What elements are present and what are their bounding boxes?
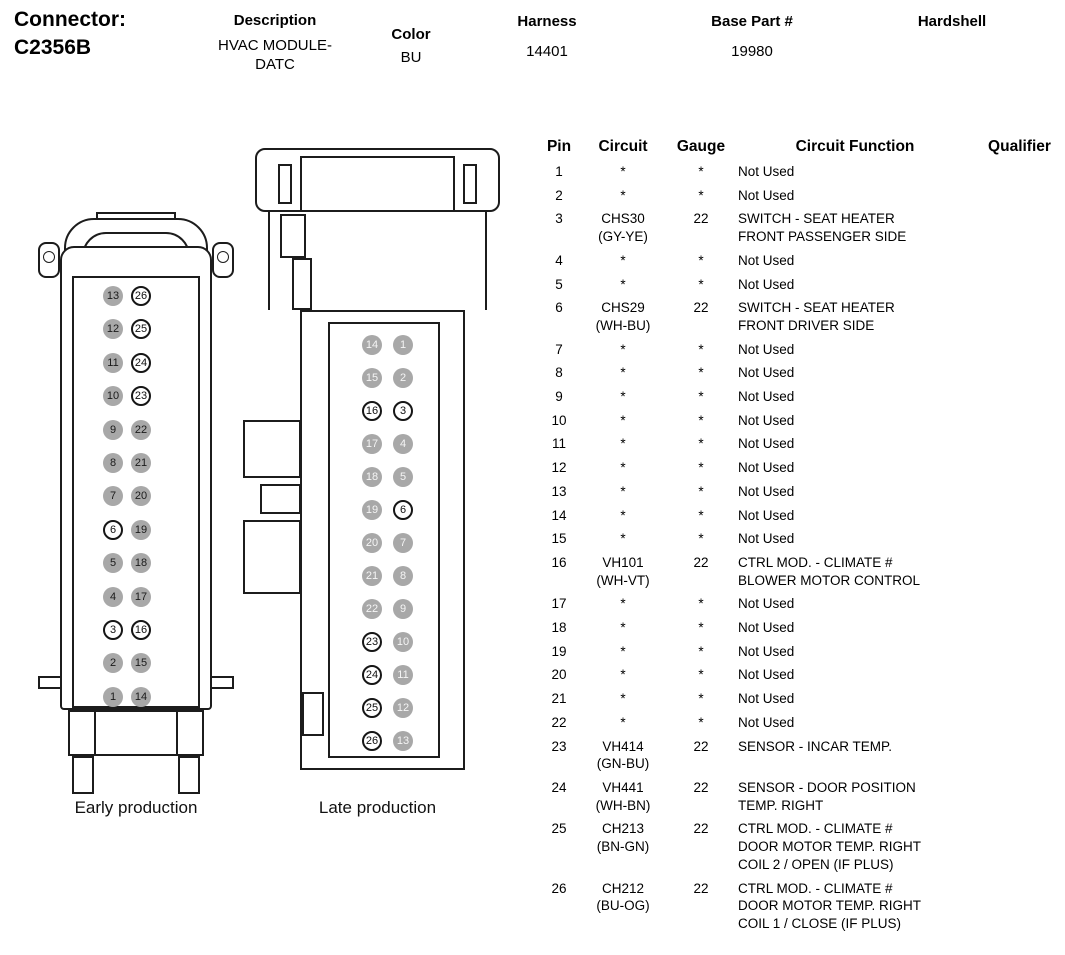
pin-9: 9	[103, 420, 123, 440]
cell-function: SENSOR - INCAR TEMP.	[738, 738, 893, 754]
table-row-pin-25	[538, 817, 1065, 876]
table-row-pin-8	[538, 361, 1065, 385]
header-gauge: Gauge	[676, 138, 726, 155]
cell-gauge: *	[698, 412, 704, 428]
cell-pin: 10	[551, 412, 567, 428]
pin-25: 25	[131, 319, 151, 339]
late-production-caption: Late production	[318, 798, 437, 817]
table-row-pin-4	[538, 249, 1065, 273]
table-row-pin-26	[538, 877, 1065, 936]
pin-24: 24	[362, 665, 382, 685]
table-row-pin-23	[538, 735, 1065, 776]
pin-3: 3	[393, 401, 413, 421]
cell-gauge: *	[698, 365, 704, 381]
pin-15: 15	[131, 653, 151, 673]
cell-gauge: *	[698, 389, 704, 405]
pin-26: 26	[362, 731, 382, 751]
pin-25: 25	[362, 698, 382, 718]
table-row-pin-6	[538, 296, 1065, 337]
pin-5: 5	[393, 467, 413, 487]
cell-gauge: *	[698, 187, 704, 203]
wiring-table-header	[538, 138, 1065, 156]
pin-11: 11	[393, 665, 413, 685]
cell-function: Not Used	[738, 596, 795, 612]
cell-circuit: CHS29 (WH-BU)	[595, 300, 651, 333]
table-row-pin-17	[538, 592, 1065, 616]
field-value-color: BU	[400, 49, 422, 66]
header-pin: Pin	[546, 138, 572, 155]
pin-11: 11	[103, 353, 123, 373]
cell-qualifier	[974, 817, 1065, 876]
table-row-pin-10	[538, 409, 1065, 433]
cell-function: Not Used	[738, 365, 795, 381]
pin-1: 1	[103, 687, 123, 707]
pin-8: 8	[393, 566, 413, 586]
cell-circuit: *	[620, 460, 626, 476]
table-row-pin-3	[538, 207, 1065, 248]
cell-pin: 9	[555, 389, 563, 405]
cell-circuit: VH414 (GN-BU)	[596, 738, 650, 772]
cell-qualifier	[974, 663, 1065, 687]
table-row-pin-24	[538, 776, 1065, 817]
cell-circuit: CH212 (BU-OG)	[596, 880, 650, 914]
pin-16: 16	[362, 401, 382, 421]
connector-label: Connector:	[14, 8, 126, 31]
header-qualifier: Qualifier	[988, 138, 1051, 155]
pin-13: 13	[103, 286, 123, 306]
cell-function: CTRL MOD. - CLIMATE # DOOR MOTOR TEMP. RIGHT COIL 2 / OPEN (IF PLUS)	[738, 821, 922, 872]
cell-function: Not Used	[738, 164, 795, 179]
cell-circuit: *	[620, 531, 626, 547]
cell-pin: 6	[555, 300, 563, 316]
cell-pin: 5	[555, 276, 563, 292]
pin-2: 2	[393, 368, 413, 388]
late-connector-diagram	[240, 148, 515, 776]
pin-10: 10	[393, 632, 413, 652]
pin-21: 21	[131, 453, 151, 473]
cell-qualifier	[974, 338, 1065, 362]
cell-function: Not Used	[738, 667, 795, 683]
late-pin-grid	[240, 148, 515, 776]
cell-gauge: 22	[693, 554, 709, 570]
cell-pin: 13	[551, 483, 567, 499]
cell-qualifier	[974, 735, 1065, 776]
cell-gauge: *	[698, 620, 704, 636]
cell-qualifier	[974, 711, 1065, 735]
cell-circuit: CHS30 (GY-YE)	[598, 211, 648, 245]
pin-14: 14	[131, 687, 151, 707]
cell-pin: 12	[551, 460, 567, 476]
cell-qualifier	[974, 456, 1065, 480]
cell-qualifier	[974, 207, 1065, 248]
cell-circuit: CH213 (BN-GN)	[596, 821, 650, 855]
cell-function: Not Used	[738, 389, 795, 405]
cell-qualifier	[974, 504, 1065, 528]
cell-gauge: *	[698, 531, 704, 547]
cell-circuit: *	[620, 276, 626, 292]
cell-function: Not Used	[738, 531, 795, 547]
cell-qualifier	[974, 551, 1065, 592]
cell-gauge: *	[698, 714, 704, 730]
header-circuit: Circuit	[598, 138, 648, 155]
cell-pin: 24	[551, 779, 567, 795]
cell-circuit: *	[620, 365, 626, 381]
pin-5: 5	[103, 553, 123, 573]
cell-pin: 8	[555, 365, 563, 381]
cell-circuit: *	[620, 691, 626, 707]
table-row-pin-7	[538, 338, 1065, 362]
cell-circuit: *	[620, 341, 626, 357]
cell-function: Not Used	[738, 436, 795, 452]
pin-26: 26	[131, 286, 151, 306]
cell-qualifier	[974, 432, 1065, 456]
early-production-caption: Early production	[74, 798, 198, 817]
cell-gauge: 22	[693, 738, 709, 754]
pin-20: 20	[362, 533, 382, 553]
table-row-pin-14	[538, 504, 1065, 528]
cell-pin: 26	[551, 880, 567, 896]
field-label-harness: Harness	[517, 13, 577, 30]
pin-17: 17	[362, 434, 382, 454]
pin-3: 3	[103, 620, 123, 640]
wiring-table	[538, 138, 1065, 936]
pin-6: 6	[393, 500, 413, 520]
field-label-base-part: Base Part #	[711, 13, 793, 30]
cell-gauge: 22	[693, 880, 709, 896]
cell-function: Not Used	[738, 252, 795, 268]
pin-17: 17	[131, 587, 151, 607]
pin-23: 23	[362, 632, 382, 652]
cell-pin: 2	[555, 187, 563, 203]
cell-qualifier	[974, 296, 1065, 337]
early-pin-grid	[38, 212, 234, 802]
pin-9: 9	[393, 599, 413, 619]
cell-qualifier	[974, 687, 1065, 711]
cell-pin: 15	[551, 531, 567, 547]
cell-function: Not Used	[738, 460, 795, 476]
cell-circuit: *	[620, 389, 626, 405]
cell-qualifier	[974, 160, 1065, 184]
table-row-pin-13	[538, 480, 1065, 504]
cell-pin: 3	[555, 211, 563, 227]
cell-qualifier	[974, 385, 1065, 409]
cell-qualifier	[974, 616, 1065, 640]
cell-gauge: *	[698, 436, 704, 452]
pin-22: 22	[362, 599, 382, 619]
cell-pin: 18	[551, 620, 567, 636]
cell-circuit: VH441 (WH-BN)	[595, 779, 651, 813]
cell-circuit: VH101 (WH-VT)	[596, 554, 650, 588]
cell-gauge: 22	[693, 211, 709, 227]
pin-13: 13	[393, 731, 413, 751]
cell-gauge: *	[698, 643, 704, 659]
pin-18: 18	[131, 553, 151, 573]
cell-gauge: *	[698, 341, 704, 357]
pin-14: 14	[362, 335, 382, 355]
cell-pin: 16	[551, 554, 567, 570]
table-row-pin-1	[538, 160, 1065, 184]
cell-circuit: *	[620, 436, 626, 452]
cell-qualifier	[974, 877, 1065, 936]
table-row-pin-5	[538, 273, 1065, 297]
table-row-pin-19	[538, 640, 1065, 664]
cell-function: Not Used	[738, 276, 795, 292]
pin-7: 7	[103, 486, 123, 506]
pin-19: 19	[362, 500, 382, 520]
cell-qualifier	[974, 184, 1065, 208]
cell-gauge: *	[698, 596, 704, 612]
connector-id: C2356B	[14, 36, 92, 59]
cell-qualifier	[974, 480, 1065, 504]
pin-19: 19	[131, 520, 151, 540]
field-label-color: Color	[391, 26, 431, 43]
pin-4: 4	[103, 587, 123, 607]
cell-gauge: *	[698, 252, 704, 268]
wiring-table-body	[538, 160, 1065, 936]
cell-circuit: *	[620, 483, 626, 499]
cell-function: Not Used	[738, 620, 795, 636]
cell-gauge: *	[698, 276, 704, 292]
cell-qualifier	[974, 640, 1065, 664]
table-row-pin-22	[538, 711, 1065, 735]
cell-qualifier	[974, 273, 1065, 297]
pin-2: 2	[103, 653, 123, 673]
table-row-pin-20	[538, 663, 1065, 687]
cell-pin: 23	[551, 738, 567, 754]
table-row-pin-9	[538, 385, 1065, 409]
pin-22: 22	[131, 420, 151, 440]
cell-circuit: *	[620, 667, 626, 683]
table-row-pin-11	[538, 432, 1065, 456]
header-function: Circuit Function	[795, 138, 915, 155]
field-value-harness: 14401	[526, 43, 568, 60]
cell-pin: 19	[551, 643, 567, 659]
cell-function: SWITCH - SEAT HEATER FRONT DRIVER SIDE	[738, 300, 895, 333]
pin-21: 21	[362, 566, 382, 586]
cell-gauge: *	[698, 164, 704, 179]
cell-circuit: *	[620, 643, 626, 659]
cell-circuit: *	[620, 620, 626, 636]
pin-7: 7	[393, 533, 413, 553]
cell-qualifier	[974, 592, 1065, 616]
cell-gauge: *	[698, 483, 704, 499]
cell-function: Not Used	[738, 643, 795, 659]
cell-function: Not Used	[738, 691, 795, 707]
cell-function: Not Used	[738, 507, 795, 523]
cell-function: SENSOR - DOOR POSITION TEMP. RIGHT	[738, 779, 916, 813]
cell-function: Not Used	[738, 483, 795, 499]
cell-qualifier	[974, 409, 1065, 433]
cell-pin: 21	[551, 691, 567, 707]
cell-pin: 11	[551, 436, 566, 452]
cell-circuit: *	[620, 252, 626, 268]
cell-circuit: *	[620, 507, 626, 523]
cell-pin: 20	[551, 667, 567, 683]
cell-gauge: *	[698, 460, 704, 476]
cell-qualifier	[974, 527, 1065, 551]
pin-8: 8	[103, 453, 123, 473]
pin-1: 1	[393, 335, 413, 355]
cell-pin: 4	[555, 252, 563, 268]
field-value-base-part: 19980	[731, 43, 773, 60]
cell-circuit: *	[620, 596, 626, 612]
cell-pin: 17	[551, 596, 567, 612]
field-value-description: HVAC MODULE-DATC	[218, 37, 332, 73]
pin-15: 15	[362, 368, 382, 388]
table-row-pin-16	[538, 551, 1065, 592]
cell-circuit: *	[620, 187, 626, 203]
cell-qualifier	[974, 249, 1065, 273]
pin-23: 23	[131, 386, 151, 406]
cell-gauge: 22	[693, 821, 709, 837]
cell-pin: 14	[551, 507, 567, 523]
cell-pin: 22	[551, 714, 567, 730]
cell-gauge: 22	[693, 779, 709, 795]
cell-circuit: *	[620, 412, 626, 428]
pin-6: 6	[103, 520, 123, 540]
field-label-description: Description	[233, 12, 317, 29]
cell-function: Not Used	[738, 714, 795, 730]
cell-pin: 1	[555, 164, 563, 179]
pin-4: 4	[393, 434, 413, 454]
pin-12: 12	[103, 319, 123, 339]
cell-function: SWITCH - SEAT HEATER FRONT PASSENGER SIDE	[738, 211, 907, 245]
cell-function: Not Used	[738, 412, 795, 428]
early-connector-diagram	[38, 212, 234, 802]
cell-qualifier	[974, 361, 1065, 385]
cell-qualifier	[974, 776, 1065, 817]
table-row-pin-18	[538, 616, 1065, 640]
cell-gauge: *	[698, 507, 704, 523]
pin-20: 20	[131, 486, 151, 506]
cell-function: Not Used	[738, 341, 795, 357]
cell-circuit: *	[620, 714, 626, 730]
pin-24: 24	[131, 353, 151, 373]
table-row-pin-2	[538, 184, 1065, 208]
table-row-pin-12	[538, 456, 1065, 480]
cell-gauge: *	[698, 667, 704, 683]
cell-gauge: 22	[693, 300, 709, 316]
cell-function: Not Used	[738, 187, 795, 203]
cell-gauge: *	[698, 691, 704, 707]
pin-10: 10	[103, 386, 123, 406]
table-row-pin-21	[538, 687, 1065, 711]
pin-18: 18	[362, 467, 382, 487]
cell-function: CTRL MOD. - CLIMATE # BLOWER MOTOR CONTROL	[738, 554, 921, 588]
pin-16: 16	[131, 620, 151, 640]
cell-function: CTRL MOD. - CLIMATE # DOOR MOTOR TEMP. RIGHT COIL 1 / CLOSE (IF PLUS)	[738, 880, 922, 931]
cell-pin: 7	[555, 341, 563, 357]
table-row-pin-15	[538, 527, 1065, 551]
field-label-hardshell: Hardshell	[917, 13, 987, 30]
pin-12: 12	[393, 698, 413, 718]
cell-circuit: *	[620, 164, 626, 179]
cell-pin: 25	[551, 821, 567, 837]
